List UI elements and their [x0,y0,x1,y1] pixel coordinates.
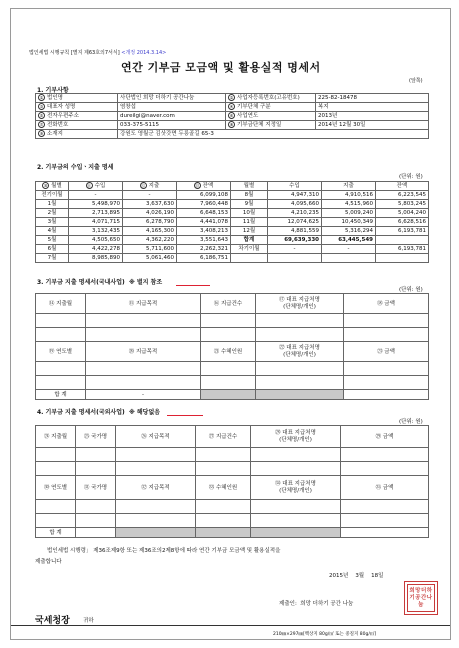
table-cell: 4,947,310 [268,191,322,200]
col-amount: ⑱ 금액 [344,294,429,314]
table-cell: 4,505,650 [69,236,123,245]
table-cell: 6,186,751 [177,254,231,263]
col-beneficiaries-ov: ㉝ 수혜인원 [196,476,251,500]
table-cell: 차기이월 [231,245,268,254]
info-value: 033-375-5115 [118,121,226,130]
sum-label-ov: 합 계 [36,528,76,538]
table-cell: 4,362,220 [123,236,177,245]
col-purpose-ov: ㉖ 지급목적 [116,426,196,448]
table-cell: 4,515,960 [322,200,376,209]
address-label: ⑨ 소재지 [36,130,118,139]
info-row [36,103,429,112]
table-cell: 69,639,330 [268,236,322,245]
sum-dash: - [86,390,201,400]
table-row [36,209,429,218]
table-cell: - [268,245,322,254]
col-country: ㉕ 국가명 [76,426,116,448]
domestic-expense-table [35,293,429,400]
table-cell: 6,628,516 [376,218,429,227]
info-label: ③ 대표자 성명 [36,103,118,112]
table-cell: 6,278,790 [123,218,177,227]
info-value: 복지 [316,103,429,112]
section2-unit: (단위: 원) [399,174,423,180]
recipient-name: 국세청장 [35,616,70,626]
table-row [36,200,429,209]
declaration-line-1: 법인세법 시행령」 제36조제9항 또는 제36조의2제8항에 따라 연간 기부금 모금액 및 활용실적을 [47,548,281,554]
table-cell: - [69,191,123,200]
info-label: ⑤ 전자우편주소 [36,112,118,121]
table-cell: 2월 [36,209,69,218]
table-header: ⑩ 월별 [36,182,69,191]
col-country-2: ㉛ 국가명 [76,476,116,500]
table-cell: 4,071,715 [69,218,123,227]
table-cell [322,254,376,263]
col-amount-ov-2: ㉟ 금액 [341,476,429,500]
col-purpose-ov-2: ㉜ 지급목적 [116,476,196,500]
info-label: ⑥ 사업연도 [226,112,316,121]
table-cell: 5,498,970 [69,200,123,209]
table-cell: 12월 [231,227,268,236]
col-purpose-2: ⑳ 지급목적 [86,342,201,362]
table-row [36,254,429,263]
table-cell: 4,881,559 [268,227,322,236]
info-label: ① 법인명 [36,94,118,103]
official-seal [404,581,438,615]
table-cell: 4,422,278 [69,245,123,254]
table-cell: 6월 [36,245,69,254]
table-cell: 8,985,890 [69,254,123,263]
col-payee-ov: ㉘ 대표 지급처명 (단체명/개인) [251,426,341,448]
table-cell: 1월 [36,200,69,209]
overseas-expense-table [35,425,429,538]
table-cell: 7월 [36,254,69,263]
submit-date: 2015년 3월 18일 [329,573,384,579]
table-cell: 10,450,349 [322,218,376,227]
table-cell [376,236,429,245]
paper-spec: 210㎜×297㎜[백상지 80g/㎡ 또는 중질지 80g/㎡] [273,632,377,637]
table-header: ⑫ 지출 [123,182,177,191]
info-value: 염창섭 [118,103,226,112]
table-cell: 4,095,660 [268,200,322,209]
col-expense-month-ov: ㉔ 지출월 [36,426,76,448]
table-cell: 9월 [231,200,268,209]
info-row [36,94,429,103]
table-cell: 4,165,300 [123,227,177,236]
table-cell: 7,960,448 [177,200,231,209]
table-row [36,227,429,236]
table-cell: - [322,245,376,254]
info-value: 사단법인 희망 더하기 공간나눔 [118,94,226,103]
table-cell: 5,061,460 [123,254,177,263]
table-cell: 4월 [36,227,69,236]
table-cell: 6,193,781 [376,227,429,236]
address-row [36,130,429,139]
col-payee-2: ㉒ 대표 지급처명 (단체명/개인) [256,342,344,362]
table-cell: 12,074,625 [268,218,322,227]
table-header: ⑬ 잔액 [177,182,231,191]
table-cell: 63,445,549 [322,236,376,245]
col-amount-2: ㉓ 금액 [344,342,429,362]
sum-label: 합 계 [36,390,86,400]
seal-text: 희망더하기공간나눔 [407,584,435,612]
table-cell: 4,910,516 [322,191,376,200]
table-cell: 합계 [231,236,268,245]
info-value: 2014년 12월 30일 [316,121,429,130]
table-header: ⑪ 수입 [69,182,123,191]
table-cell: 3,408,213 [177,227,231,236]
table-header: 잔액 [376,182,429,191]
table-cell: 6,223,545 [376,191,429,200]
table-cell [231,254,268,263]
table-cell: 전기이월 [36,191,69,200]
table-cell: 6,648,153 [177,209,231,218]
income-expense-table [35,181,429,263]
info-row [36,112,429,121]
table-cell: 8월 [231,191,268,200]
info-row [36,121,429,130]
table-cell: 5,004,240 [376,209,429,218]
table-header: 수입 [268,182,322,191]
form-page [10,8,451,640]
col-year: ⑲ 연도별 [36,342,86,362]
section3-unit: (단위: 원) [399,287,423,293]
table-cell: 2,262,321 [177,245,231,254]
submitter-line: 제출인: 희망 더하기 공간 나눔 [279,601,354,607]
info-value: 2013년 [316,112,429,121]
form-title: 연간 기부금 모금액 및 활용실적 명세서 [121,61,321,74]
info-value: dureilgi@naver.com [118,112,226,121]
section4-title: 4. 기부금 지출 명세서(국외사업) ※ 해당없음 [37,409,161,416]
table-cell: 5,803,245 [376,200,429,209]
table-cell: - [123,191,177,200]
info-label: ⑦ 전화번호 [36,121,118,130]
col-beneficiaries: ㉑ 수혜인원 [201,342,256,362]
table-cell: 5월 [36,236,69,245]
table-cell [376,254,429,263]
col-year-ov: ㉚ 연도별 [36,476,76,500]
applicant-info-table [35,93,429,139]
col-purpose: ⑮ 지급목적 [86,294,201,314]
table-cell: 4,441,078 [177,218,231,227]
info-label: ⑧ 기부금단체 지정일 [226,121,316,130]
section2-title: 2. 기부금의 수입ㆍ지출 명세 [37,164,114,171]
section3-title: 3. 기부금 지출 명세서(국내사업) ※ 별지 참조 [37,279,163,286]
address-value: 강원도 영월군 김삿갓면 두릉골길 65-3 [118,130,429,139]
col-amount-ov: ㉙ 금액 [341,426,429,448]
section4-unit: (단위: 원) [399,419,423,425]
table-cell: 5,711,600 [123,245,177,254]
table-row [36,236,429,245]
table-cell: 3,132,435 [69,227,123,236]
table-cell: 2,713,895 [69,209,123,218]
table-header: 월별 [231,182,268,191]
table-header: 지출 [322,182,376,191]
info-label: ④ 기부단체 구분 [226,103,316,112]
table-cell: 5,316,294 [322,227,376,236]
table-cell: 5,009,240 [322,209,376,218]
recipient-suffix: 귀하 [83,618,94,624]
table-row [36,191,429,200]
table-cell: 6,193,781 [376,245,429,254]
table-row [36,218,429,227]
page-side-note: (앞쪽) [409,78,423,84]
table-cell: 4,210,235 [268,209,322,218]
col-payee: ⑰ 대표 지급처명 (단체명/개인) [256,294,344,314]
table-header-row [36,182,429,191]
table-cell: 3,551,643 [177,236,231,245]
info-label: ② 사업자등록번호(고유번호) [226,94,316,103]
table-cell: 3월 [36,218,69,227]
table-cell [268,254,322,263]
col-count: ⑯ 지급건수 [201,294,256,314]
col-payee-ov-2: ㉞ 대표 지급처명 (단체명/개인) [251,476,341,500]
section1-title: 1. 기부사항 [37,87,69,94]
declaration-line-2: 제출합니다 [35,559,62,565]
table-cell: 3,637,630 [123,200,177,209]
table-cell: 6,099,108 [177,191,231,200]
col-expense-month: ⑭ 지출월 [36,294,86,314]
info-value: 225-82-18478 [316,94,429,103]
col-count-ov: ㉗ 지급건수 [196,426,251,448]
table-cell: 10월 [231,209,268,218]
table-cell: 4,026,190 [123,209,177,218]
table-cell: 11월 [231,218,268,227]
table-row [36,245,429,254]
form-reference: 법인세법 시행규칙 [별지 제63호의7서식] <개정 2014.3.14> [29,50,167,56]
